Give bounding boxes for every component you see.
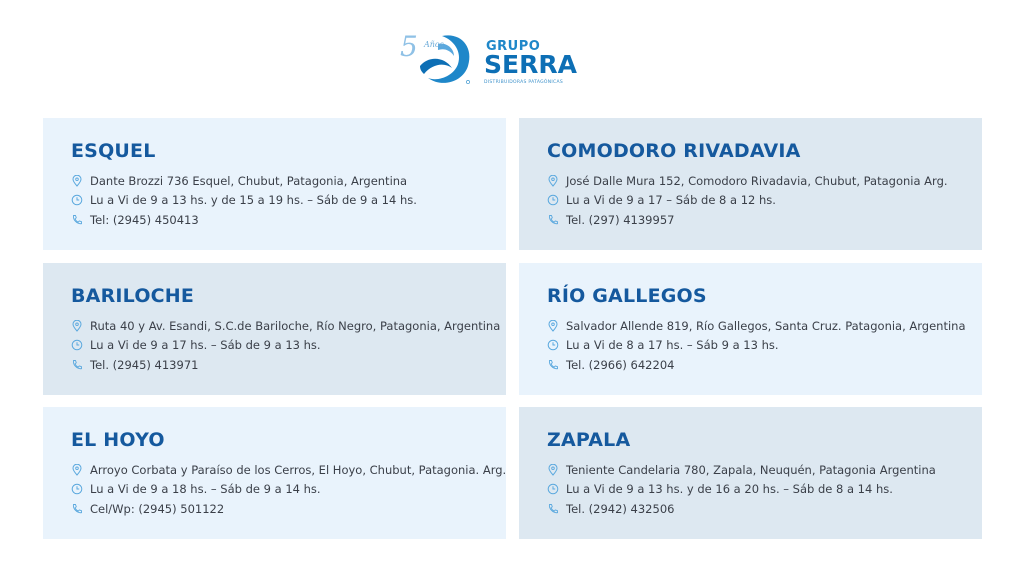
branch-phone (71, 355, 506, 375)
phone-icon (71, 359, 83, 371)
phone-text[interactable]: Tel. (2945) 413971 (90, 357, 199, 372)
clock-icon (547, 483, 559, 495)
phone-text[interactable]: Tel. (2942) 432506 (566, 501, 675, 516)
address-text: Salvador Allende 819, Río Gallegos, Santa Cruz. Patagonia, Argentina (566, 318, 966, 333)
address-text: Dante Brozzi 736 Esquel, Chubut, Patagonia, Argentina (90, 173, 408, 188)
branch-address (71, 460, 506, 480)
branch-address (547, 316, 982, 336)
clock-icon (71, 339, 83, 351)
branch-city: ZAPALA (547, 429, 631, 451)
branch-card-bariloche (43, 263, 506, 395)
address-text: José Dalle Mura 152, Comodoro Rivadavia, Chubut, Patagonia Arg. (566, 173, 948, 188)
branch-city: COMODORO RIVADAVIA (547, 140, 801, 162)
phone-icon (547, 359, 559, 371)
clock-icon (71, 194, 83, 206)
clock-icon (547, 194, 559, 206)
branch-hours (71, 336, 506, 356)
branch-phone (71, 210, 506, 230)
address-text: Teniente Candelaria 780, Zapala, Neuquén, Patagonia Argentina (566, 462, 936, 477)
branch-hours (547, 480, 982, 500)
branch-hours (547, 191, 982, 211)
branch-phone (71, 499, 506, 519)
hours-text: Lu a Vi de 9 a 18 hs. – Sáb de 9 a 14 hs. (90, 482, 321, 497)
address-text: Arroyo Corbata y Paraíso de los Cerros, El Hoyo, Chubut, Patagonia. Arg. (90, 462, 507, 477)
branch-phone (547, 355, 982, 375)
years-label: Años (424, 40, 444, 49)
phone-icon (71, 503, 83, 515)
location-pin-icon (71, 464, 83, 476)
branch-phone (547, 499, 982, 519)
address-text: Ruta 40 y Av. Esandi, S.C.de Bariloche, Río Negro, Patagonia, Argentina (90, 318, 501, 333)
phone-icon (547, 214, 559, 226)
branch-phone (547, 210, 982, 230)
fifty-years-emblem-icon (398, 26, 484, 92)
branch-card-el-hoyo (43, 407, 506, 539)
branch-city: BARILOCHE (71, 285, 195, 307)
clock-icon (547, 339, 559, 351)
phone-text[interactable]: Cel/Wp: (2945) 501122 (90, 501, 225, 516)
hours-text: Lu a Vi de 9 a 17 hs. – Sáb de 9 a 13 hs. (90, 338, 321, 353)
phone-icon (547, 503, 559, 515)
hours-text: Lu a Vi de 8 a 17 hs. – Sáb 9 a 13 hs. (566, 338, 779, 353)
branch-hours (547, 336, 982, 356)
phone-text[interactable]: Tel. (2966) 642204 (566, 357, 675, 372)
grupo-serra-logo[interactable] (398, 26, 578, 92)
hours-text: Lu a Vi de 9 a 13 hs. y de 15 a 19 hs. – Sáb de 9 a 14 hs. (90, 193, 417, 208)
phone-text[interactable]: Tel. (297) 4139957 (566, 212, 675, 227)
brand-grupo: GRUPO (486, 39, 541, 54)
branch-hours (71, 480, 506, 500)
location-pin-icon (71, 320, 83, 332)
location-pin-icon (71, 175, 83, 187)
phone-text[interactable]: Tel: (2945) 450413 (90, 212, 199, 227)
branch-address (547, 460, 982, 480)
branch-address (71, 171, 506, 191)
location-pin-icon (547, 320, 559, 332)
brand-serra: SERRA (484, 50, 577, 79)
phone-icon (71, 214, 83, 226)
branch-city: EL HOYO (71, 429, 165, 451)
location-pin-icon (547, 464, 559, 476)
branch-card-rio-gallegos (519, 263, 982, 395)
branch-city: RÍO GALLEGOS (547, 285, 707, 307)
hours-text: Lu a Vi de 9 a 17 – Sáb de 8 a 12 hs. (566, 193, 776, 208)
branch-card-comodoro-rivadavia (519, 118, 982, 250)
header (0, 0, 1024, 118)
branch-card-esquel (43, 118, 506, 250)
hours-text: Lu a Vi de 9 a 13 hs. y de 16 a 20 hs. – Sáb de 8 a 14 hs. (566, 482, 893, 497)
branch-city: ESQUEL (71, 140, 156, 162)
clock-icon (71, 483, 83, 495)
brand-tagline: DISTRIBUIDORAS PATAGÓNICAS (484, 80, 564, 85)
location-pin-icon (547, 175, 559, 187)
branch-card-zapala (519, 407, 982, 539)
svg-text:5: 5 (400, 30, 418, 63)
branch-hours (71, 191, 506, 211)
branch-address (547, 171, 982, 191)
branch-address (71, 316, 506, 336)
